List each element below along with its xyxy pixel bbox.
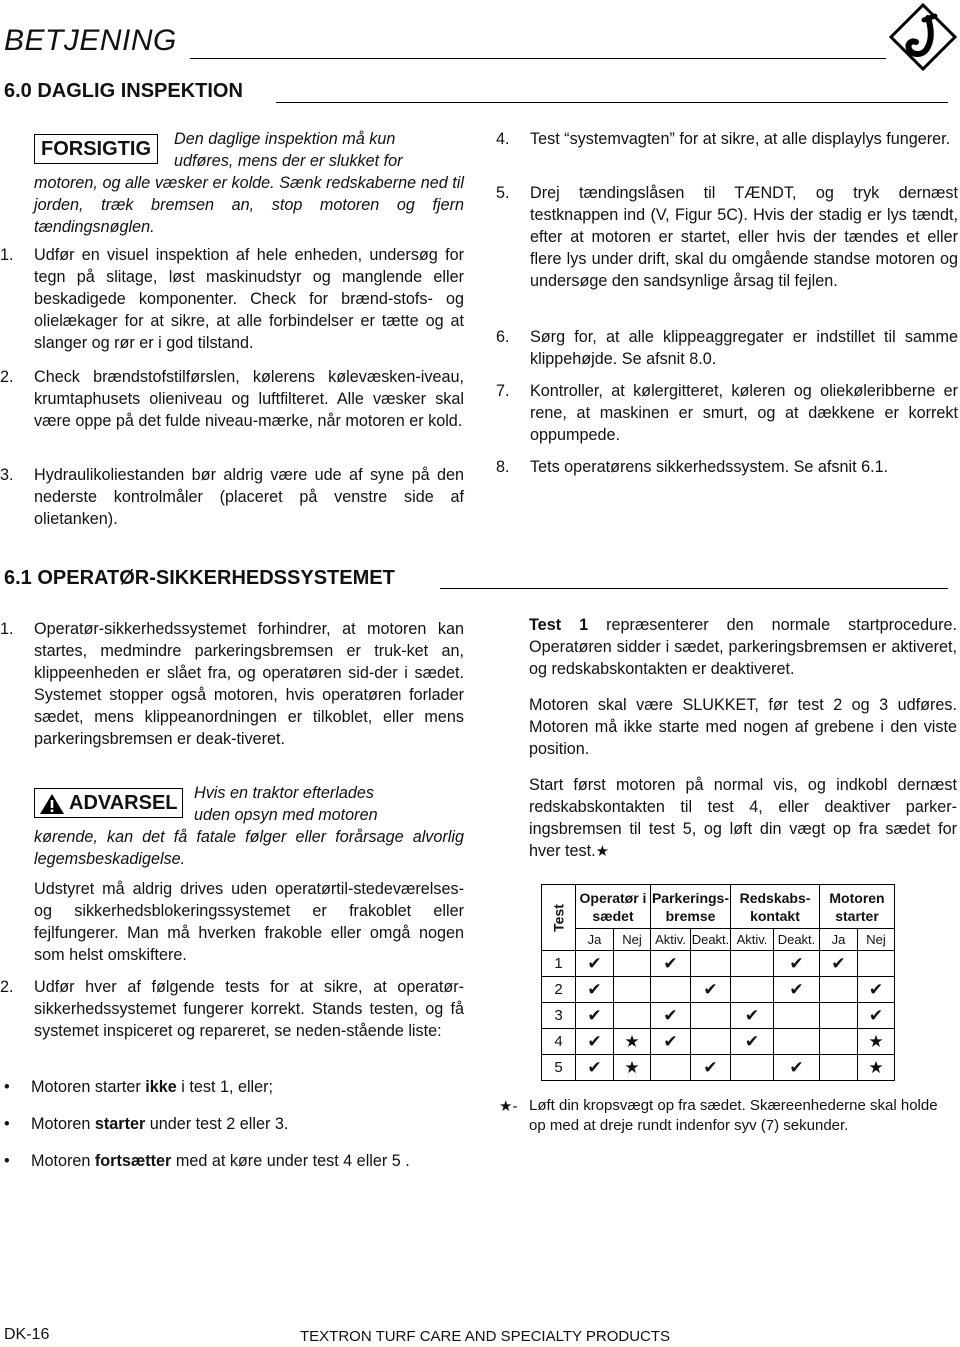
table-row-number: 5 (542, 1055, 576, 1081)
table-cell: ✔ (774, 977, 820, 1003)
inspection-item-4 (496, 128, 958, 150)
equipment-paragraph: Udstyret må aldrig drives uden operatørtil-stedeværelses-og sikkerhedsblokeringssystemet er frakoblet eller fejlfungerer. Man må hverken frakoble eller omgå nogen som helst omskiftere. (34, 880, 464, 964)
table-cell: ✔ (576, 977, 614, 1003)
table-cell (731, 1055, 774, 1081)
caution-text-rest: motoren, og alle væsker er kolde. Sænk redskaberne ned til jorden, træk bremsen an, stop motoren og fjern tændingsnøglen. (34, 174, 464, 236)
caution-text-line1: Den daglige inspektion må kun (174, 130, 396, 148)
bullet-dot: • (4, 1078, 10, 1096)
table-group-header: Operatør i sædet (576, 885, 651, 929)
footnote-star-icon: ★- (499, 1098, 518, 1115)
inspection-item-5 (496, 182, 958, 292)
table-cell (614, 977, 651, 1003)
table-cell: ★ (614, 1055, 651, 1081)
table-cell (820, 1055, 858, 1081)
table-cell: ✔ (651, 951, 691, 977)
bullet-item-3: • Motoren fortsætter med at køre under test 4 eller 5 . (4, 1152, 410, 1170)
table-cell: ✔ (774, 951, 820, 977)
item-text: Kontroller, at kølergitteret, køleren og oliekøleribberne er rene, at maskinen er smurt, og at dækkene er korrekt oppumpede. (530, 382, 958, 444)
table-cell: ★ (858, 1029, 895, 1055)
header-rule (190, 58, 886, 59)
table-cell: ✔ (774, 1055, 820, 1081)
table-cell (691, 1029, 731, 1055)
table-row-number: 3 (542, 1003, 576, 1029)
caution-badge: FORSIGTIG (34, 134, 158, 164)
inspection-item-1 (0, 244, 464, 354)
item-text: Tets operatørens sikkerhedssystem. Se afsnit 6.1. (530, 458, 889, 476)
warning-text-line2: uden opsyn med motoren (194, 806, 378, 824)
item-number: 1. (0, 620, 14, 638)
table-subheader: Nej (614, 929, 651, 951)
engine-off-paragraph: Motoren skal være SLUKKET, før test 2 og 3 udføres. Motoren må ikke starte med nogen af grebene i den viste position. (529, 696, 957, 758)
table-group-header: Parkerings-bremse (651, 885, 731, 929)
start-paragraph (529, 774, 957, 863)
table-cell (820, 1029, 858, 1055)
table-row (542, 951, 895, 977)
table-cell: ✔ (576, 951, 614, 977)
footer-company: TEXTRON TURF CARE AND SPECIALTY PRODUCTS (300, 1328, 671, 1345)
item-number: 2. (0, 978, 14, 996)
table-cell: ★ (858, 1055, 895, 1081)
table-cell (614, 1003, 651, 1029)
safety-item-1 (0, 618, 464, 750)
page-number: DK-16 (4, 1326, 50, 1343)
footnote-text: Løft din kropsvægt op fra sædet. Skæreenhederne skal holde op med at dreje rundt indenfor syv (7) sekunder. (529, 1097, 938, 1134)
table-row-number: 1 (542, 951, 576, 977)
table-cell: ✔ (691, 977, 731, 1003)
caution-notice (34, 128, 464, 238)
table-cell (820, 1003, 858, 1029)
table-cell (731, 977, 774, 1003)
item-number: 3. (0, 466, 14, 484)
item-number: 7. (496, 382, 510, 400)
test1-text: repræsenterer den normale startprocedure. Operatøren sidder i sædet, parkeringsbremsen er aktiveret, og redskabskontakten er deaktiveret. (529, 616, 957, 678)
section-rule (276, 102, 948, 103)
table-cell: ✔ (576, 1003, 614, 1029)
table-test-header: Test (542, 885, 576, 951)
table-cell: ✔ (858, 1003, 895, 1029)
safety-item-2 (0, 976, 464, 1042)
table-cell (731, 951, 774, 977)
table-subheader: Aktiv. (651, 929, 691, 951)
table-group-header: Motoren starter (820, 885, 895, 929)
table-subheader: Ja (820, 929, 858, 951)
inspection-item-2 (0, 366, 464, 432)
table-cell (614, 951, 651, 977)
table-cell: ✔ (651, 1003, 691, 1029)
bullet-item-2: • Motoren starter under test 2 eller 3. (4, 1115, 289, 1133)
warning-badge (34, 788, 183, 818)
item-text: Hydraulikoliestanden bør aldrig være ude af syne på den nederste kontrolmåler (placeret på venstre side af olietanken). (34, 466, 464, 528)
star-icon: ★ (595, 843, 610, 860)
table-cell: ✔ (691, 1055, 731, 1081)
item-text: Udfør en visuel inspektion af hele enheden, undersøg for tegn på slitage, løst maskinudstyr og manglende eller beskadigede komponenter. Check for brænd-stofs- og olielækager for at sikre, at alle forbindelser er tætte og at slanger og rør er i god tilstand. (34, 246, 464, 352)
test1-label: Test 1 (529, 616, 589, 634)
caution-text-line2: udføres, mens der er slukket for (174, 152, 403, 170)
table-cell: ✔ (731, 1029, 774, 1055)
table-subheader: Deakt. (774, 929, 820, 951)
inspection-item-7 (496, 380, 958, 446)
table-cell: ✔ (576, 1055, 614, 1081)
table-row (542, 1055, 895, 1081)
table-row (542, 1003, 895, 1029)
warning-text-line1: Hvis en traktor efterlades (194, 784, 374, 802)
table-row-number: 4 (542, 1029, 576, 1055)
test1-paragraph (529, 614, 957, 680)
warning-text-rest: kørende, kan det få fatale følger eller forårsage alvorlig legemsbeskadigelse. (34, 828, 464, 868)
safety-test-table (541, 884, 895, 1081)
page-header-title: BETJENING (4, 24, 177, 57)
table-row (542, 1029, 895, 1055)
item-number: 5. (496, 184, 510, 202)
table-cell (820, 977, 858, 1003)
inspection-item-8 (496, 456, 958, 478)
table-cell: ★ (614, 1029, 651, 1055)
table-subheader: Ja (576, 929, 614, 951)
table-cell (774, 1029, 820, 1055)
table-cell (651, 977, 691, 1003)
table-row (542, 977, 895, 1003)
bullet-dot: • (4, 1152, 10, 1170)
item-number: 6. (496, 328, 510, 346)
table-cell: ✔ (858, 977, 895, 1003)
table-subheader: Deakt. (691, 929, 731, 951)
item-number: 1. (0, 246, 14, 264)
warning-notice (34, 782, 464, 870)
jacobsen-logo-icon (888, 2, 958, 72)
table-cell (651, 1055, 691, 1081)
table-row-number: 2 (542, 977, 576, 1003)
item-text: Udfør hver af følgende tests for at sikre, at operatør-sikkerhedssystemet fungerer korrekt. Stands testen, og få systemet inspiceret og repareret, se neden-stående liste: (34, 978, 464, 1040)
table-group-header: Redskabs-kontakt (731, 885, 820, 929)
table-subheader: Nej (858, 929, 895, 951)
inspection-item-6 (496, 326, 958, 370)
bullet-dot: • (4, 1115, 10, 1133)
section-rule (440, 588, 948, 589)
item-text: Sørg for, at alle klippeaggregater er indstillet til samme klippehøjde. Se afsnit 8.0. (530, 328, 958, 368)
table-cell (691, 1003, 731, 1029)
table-cell: ✔ (651, 1029, 691, 1055)
item-text: Check brændstofstilførslen, kølerens kølevæsken-iveau, krumtaphusets olieniveau og luftfilteret. Alle væsker skal være oppe på det fulde niveau-mærke, når motoren er kold. (34, 368, 464, 430)
table-cell (774, 1003, 820, 1029)
item-text: Operatør-sikkerhedssystemet forhindrer, at motoren kan startes, medmindre parkeringsbremsen er truk-ket an, klippeenheden er slået fra, og operatøren sid-der i sædet. Systemet stopper også motoren, hvis operatøren forlader sædet, mens klippeanordningen er tilkoblet, eller mens parkeringsbremsen er deak-tiveret. (34, 620, 464, 748)
item-text: Test “systemvagten” for at sikre, at alle displaylys fungerer. (530, 130, 951, 148)
table-cell (691, 951, 731, 977)
item-number: 2. (0, 368, 14, 386)
item-number: 4. (496, 130, 510, 148)
table-footnote (499, 1096, 958, 1136)
item-text: Drej tændingslåsen til TÆNDT, og tryk dernæst testknappen ind (V, Figur 5C). Hvis der stadig er lys tændt, efter at motoren er startet, eller hvis der tændes et eller flere lys under drift, skal du omgående standse motoren og undersøge den sandsynlige årsag til fejlen. (530, 184, 958, 290)
table-cell: ✔ (820, 951, 858, 977)
item-number: 8. (496, 458, 510, 476)
warning-badge-label: ADVARSEL (69, 792, 178, 814)
table-cell (858, 951, 895, 977)
inspection-item-3 (0, 464, 464, 530)
start-text: Start først motoren på normal vis, og indkobl dernæst redskabskontakten til test 4, eller deaktiver parker-ingsbremsen til test 5, og løft din vægt op fra sædet for hver test. (529, 776, 957, 860)
table-subheader: Aktiv. (731, 929, 774, 951)
warning-triangle-icon (39, 793, 65, 815)
section-title-operator-safety: 6.1 OPERATØR-SIKKERHEDSSYSTEMET (4, 567, 395, 589)
table-cell: ✔ (576, 1029, 614, 1055)
table-cell: ✔ (731, 1003, 774, 1029)
bullet-item-1: • Motoren starter ikke i test 1, eller; (4, 1078, 274, 1096)
section-title-daily-inspection: 6.0 DAGLIG INSPEKTION (4, 80, 243, 102)
